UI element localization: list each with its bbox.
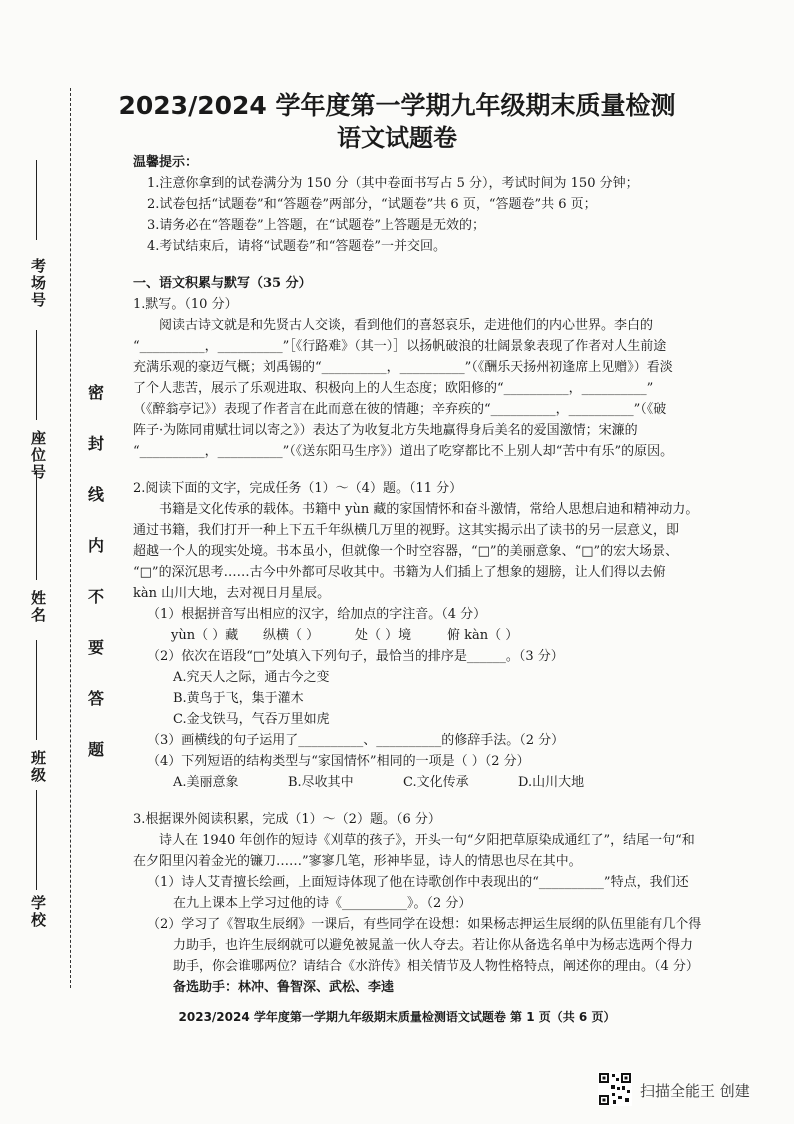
q1-line: “__________，__________”［《行路难》（其一）］以扬帆破浪的壮阔景象表现了作者对人生前途 xyxy=(133,339,667,354)
pinyin-item: yùn（ ）藏 xyxy=(171,628,239,643)
option-c: C.文化传承 xyxy=(403,775,469,790)
q2-sub1: （1）根据拼音写出相应的汉字，给加点的字注音。（4 分） xyxy=(147,607,487,622)
exam-room-line xyxy=(36,160,37,240)
seal-char: 密 xyxy=(88,383,105,402)
q3-candidates: 备选助手：林冲、鲁智深、武松、李逵 xyxy=(173,980,395,995)
seal-char: 线 xyxy=(88,485,105,504)
seat-label: 座位号 xyxy=(29,430,47,481)
name-label: 姓名 xyxy=(29,590,47,624)
q3-sub2-line: 力助手，也许生辰纲就可以避免被晁盖一伙人夺去。若让你从备选名单中为杨志选两个得力 xyxy=(173,938,694,953)
q2-passage-line: “□”的深沉思考……古今中外都可尽收其中。书籍为人们插上了想象的翅膀，让人们得以去俯 xyxy=(133,565,666,580)
seat-line xyxy=(36,330,37,420)
class-line xyxy=(36,640,37,740)
q2-sub2-option: C.金戈铁马，气吞万里如虎 xyxy=(173,712,330,727)
q3-sub1-line: （1）诗人艾青擅长绘画，上面短诗体现了他在诗歌创作中表现出的“__________”特点，我们还 xyxy=(147,875,689,890)
school-label: 学校 xyxy=(29,895,47,929)
q3-sub1-line: 在九上课本上学习过他的诗《__________》。（2 分） xyxy=(173,896,472,911)
tip-item: 2.试卷包括“试题卷”和“答题卷”两部分，“试题卷”共 6 页，“答题卷”共 6 页； xyxy=(147,197,597,212)
q2-sub3: （3）画横线的句子运用了__________、__________的修辞手法。（2 分） xyxy=(147,733,565,748)
q1-line: 充满乐观的豪迈气概；刘禹锡的“__________，__________”（《酬乐天扬州初逢席上见赠》）看淡 xyxy=(133,360,673,375)
question-title: 2.阅读下面的文字，完成任务（1）～（4）题。（11 分） xyxy=(133,481,463,496)
exam-room-label: 考场号 xyxy=(29,258,47,309)
name-line xyxy=(36,470,37,580)
seal-char: 要 xyxy=(88,638,105,657)
q1-line: 阵子·为陈同甫赋壮词以寄之》）表达了为收复北方失地赢得身后美名的爱国激情；宋濂的 xyxy=(133,423,638,438)
seal-char: 答 xyxy=(88,689,105,708)
q1-line: 阅读古诗文就是和先贤古人交谈，看到他们的喜怒哀乐，走进他们的内心世界。李白的 xyxy=(159,318,654,333)
scanner-watermark: 扫描全能王 创建 xyxy=(640,1082,750,1100)
q3-sub2-line: （2）学习了《智取生辰纲》一课后，有些同学在设想：如果杨志押运生辰纲的队伍里能有几个得 xyxy=(147,917,702,932)
q3-sub2-line: 助手，你会谁哪两位？请结合《水浒传》相关情节及人物性格特点，阐述你的理由。（4 分） xyxy=(173,959,699,974)
tips-heading: 温馨提示： xyxy=(133,155,199,170)
q3-intro-line: 在夕阳里闪着金光的镰刀……”寥寥几笔，形神毕显，诗人的情思也尽在其中。 xyxy=(133,854,582,869)
tip-item: 1.注意你拿到的试卷满分为 150 分（其中卷面书写占 5 分），考试时间为 150 分钟； xyxy=(147,176,639,191)
page-title: 2023/2024 学年度第一学期九年级期末质量检测 xyxy=(118,91,676,120)
exam-content xyxy=(133,152,773,998)
q1-line: 了个人悲苦，展示了乐观进取、积极向上的人生态度；欧阳修的“__________，__________” xyxy=(133,381,654,396)
tip-item: 3.请务必在“答题卷”上答题，在“试题卷”上答题是无效的； xyxy=(147,218,485,233)
seal-char: 题 xyxy=(88,740,105,759)
seal-char: 不 xyxy=(88,587,105,606)
seal-char: 封 xyxy=(88,434,105,453)
option-a: A.美丽意象 xyxy=(173,775,239,790)
q2-sub2-option: B.黄鸟于飞，集于灌木 xyxy=(173,691,304,706)
q1-line: （《醉翁亭记》）表现了作者言在此而意在彼的情趣；辛弃疾的“__________，__________”（《破 xyxy=(133,402,667,417)
q3-intro-line: 诗人在 1940 年创作的短诗《刈草的孩子》，开头一句“夕阳把草原染成通红了”，结尾一句“和 xyxy=(159,833,695,848)
q2-sub4-options xyxy=(133,772,773,793)
q2-sub4: （4）下列短语的结构类型与“家国情怀”相同的一项是（ ）（2 分） xyxy=(147,754,530,769)
seal-notice xyxy=(88,380,110,760)
q2-passage-line: kàn 山川大地，去对视日月星辰。 xyxy=(133,586,331,601)
school-line xyxy=(36,790,37,890)
pinyin-item: 处（ ）境 xyxy=(355,628,412,643)
q2-sub2: （2）依次在语段“□”处填入下列句子，最恰当的排序是______。（3 分） xyxy=(147,649,564,664)
q2-passage-line: 超越一个人的现实处境。书本虽小，但就像一个时空容器，“□”的美丽意象、“□”的宏大场景、 xyxy=(133,544,679,559)
option-d: D.山川大地 xyxy=(518,775,585,790)
q2-passage-line: 书籍是文化传承的载体。书籍中 yùn 藏的家国情怀和奋斗激情，常给人思想启迪和精神动力。 xyxy=(159,502,699,517)
pinyin-row xyxy=(133,625,773,646)
qr-code-icon xyxy=(598,1072,632,1106)
binding-dashed-line xyxy=(70,88,71,988)
q1-line: “__________，__________”（《送东阳马生序》）道出了吃穿都比不上别人却“苦中有乐”的原因。 xyxy=(133,444,674,459)
seal-char: 内 xyxy=(88,536,105,555)
q2-passage-line: 通过书籍，我们打开一种上下五千年纵横几万里的视野。这其实揭示出了读书的另一层意义，即 xyxy=(133,523,680,538)
section-heading: 一、语文积累与默写（35 分） xyxy=(133,276,312,291)
class-label: 班级 xyxy=(29,750,47,784)
page-subtitle: 语文试题卷 xyxy=(337,124,457,152)
page-footer: 2023/2024 学年度第一学期九年级期末质量检测语文试题卷 第 1 页（共 6 页） xyxy=(178,1010,616,1024)
option-b: B.尽收其中 xyxy=(288,775,354,790)
tip-item: 4.考试结束后，请将“试题卷”和“答题卷”一并交回。 xyxy=(147,239,446,254)
question-title: 3.根据课外阅读积累，完成（1）～（2）题。（6 分） xyxy=(133,812,441,827)
q2-sub2-option: A.究天人之际，通古今之变 xyxy=(173,670,330,685)
pinyin-item: 俯 kàn（ ） xyxy=(447,628,519,643)
pinyin-item: 纵横（ ） xyxy=(263,628,320,643)
question-title: 1.默写。（10 分） xyxy=(133,297,238,312)
